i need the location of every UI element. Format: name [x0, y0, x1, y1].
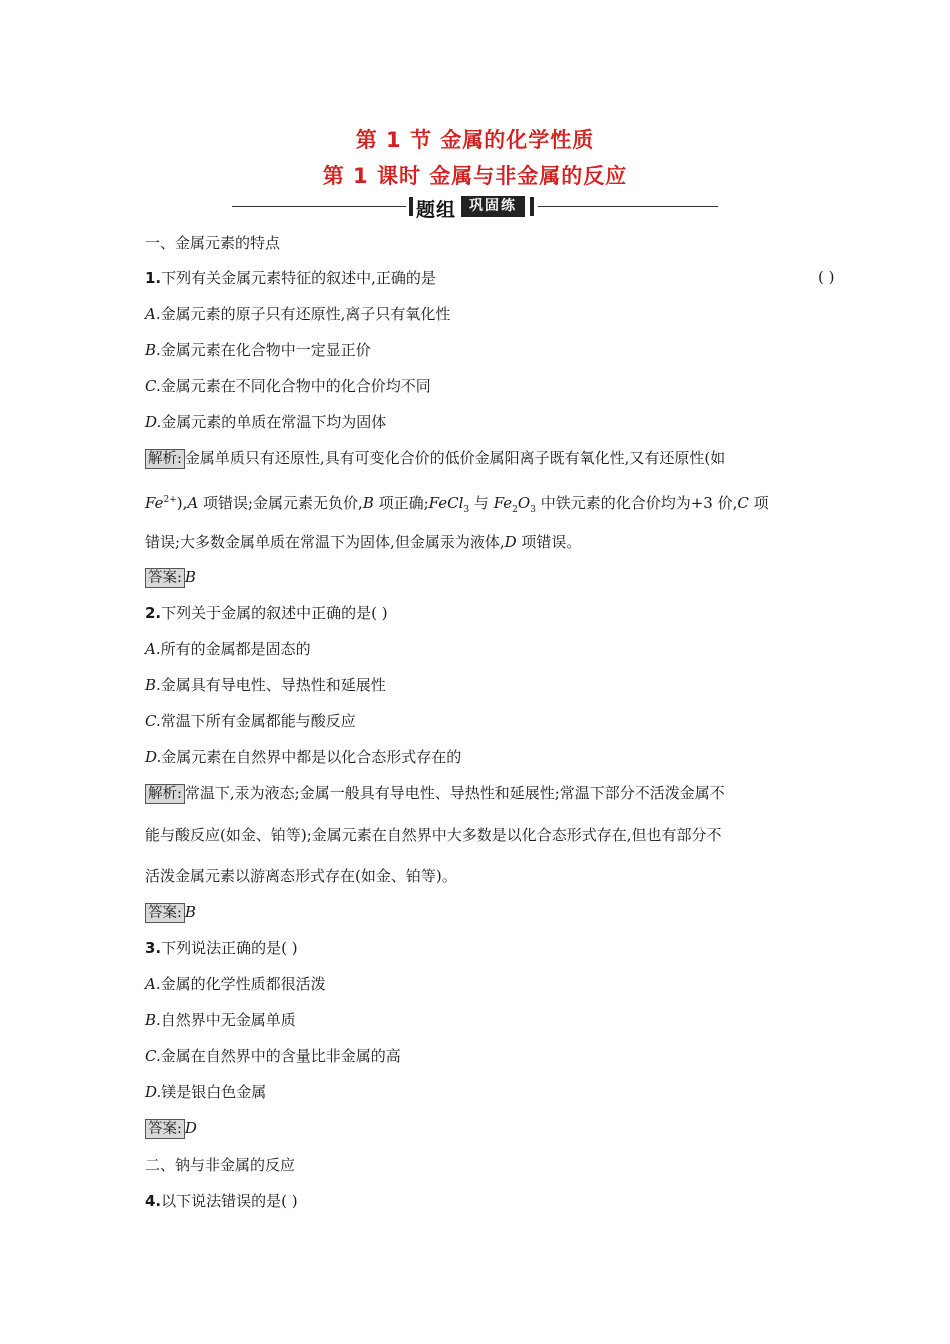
section-heading: 二、钠与非金属的反应 — [145, 1156, 296, 1174]
exercise-banner — [232, 194, 718, 220]
analysis-line-2: $Fe^{2+}),A$ 项错误;金属元素无负价,B 项正确;FeCl$_3$ 与 $Fe_2O_3$ 中铁元素的化合价均为+3 价,C 项 — [145, 494, 769, 515]
analysis: 解析: 金属单质只有还原性,具有可变化合价的低价金属阳离子既有氧化性,又有还原性(如 — [145, 448, 725, 469]
analysis-tag: 解析: — [145, 449, 185, 469]
question-stem: 下列关于金属的叙述中正确的是( ) — [161, 604, 388, 622]
analysis-line-3: 活泼金属元素以游离态形式存在(如金、铂等)。 — [145, 867, 457, 885]
question-number: 2. — [145, 604, 162, 622]
answer-tag: 答案: — [145, 1119, 185, 1139]
answer — [145, 567, 196, 588]
option-b: B.金属具有导电性、导热性和延展性 — [145, 676, 386, 694]
answer-tag: 答案: — [145, 903, 185, 923]
banner-badge: 巩固练 — [461, 196, 525, 217]
answer-value: B — [184, 568, 196, 586]
analysis-line-2: 能与酸反应(如金、铂等);金属元素在自然界中大多数是以化合态形式存在,但也有部分不 — [145, 826, 722, 844]
option-b: B.金属元素在化合物中一定显正价 — [145, 341, 371, 359]
option-d: D.金属元素在自然界中都是以化合态形式存在的 — [145, 748, 462, 766]
answer-value: B — [184, 903, 196, 921]
option-c: C.常温下所有金属都能与酸反应 — [145, 712, 356, 730]
question-number: 1. — [145, 269, 162, 287]
answer-paren: ( ) — [818, 268, 835, 286]
option-a: A.金属元素的原子只有还原性,离子只有氧化性 — [145, 305, 451, 323]
option-d: D.金属元素的单质在常温下均为固体 — [145, 413, 387, 431]
question-2 — [145, 603, 388, 623]
banner-bar-right — [530, 197, 534, 216]
option-c: C.金属元素在不同化合物中的化合价均不同 — [145, 377, 431, 395]
option-a: A.所有的金属都是固态的 — [145, 640, 311, 658]
question-stem: 以下说法错误的是( ) — [161, 1192, 298, 1210]
question-number: 3. — [145, 939, 162, 957]
analysis: 解析: 常温下,汞为液态;金属一般具有导电性、导热性和延展性;常温下部分不活泼金属不 — [145, 783, 725, 804]
question-1 — [145, 268, 436, 288]
banner-rule-right — [538, 206, 718, 207]
option-c: C.金属在自然界中的含量比非金属的高 — [145, 1047, 401, 1065]
analysis-tag: 解析: — [145, 784, 185, 804]
answer — [145, 902, 196, 923]
section-title: 第 1 节 金属的化学性质 — [355, 128, 595, 152]
analysis-line-3: 错误;大多数金属单质在常温下为固体,但金属汞为液体,D 项错误。 — [145, 533, 582, 551]
banner-label: 题组 — [416, 199, 457, 221]
question-stem: 下列说法正确的是( ) — [161, 939, 298, 957]
answer — [145, 1118, 197, 1139]
banner-bar-left — [409, 197, 413, 216]
option-d: D.镁是银白色金属 — [145, 1083, 267, 1101]
question-4 — [145, 1191, 298, 1211]
banner-rule-left — [232, 206, 406, 207]
question-3 — [145, 938, 298, 958]
question-stem: 下列有关金属元素特征的叙述中,正确的是 — [161, 269, 436, 287]
section-heading: 一、金属元素的特点 — [145, 234, 281, 252]
question-number: 4. — [145, 1192, 162, 1210]
option-b: B.自然界中无金属单质 — [145, 1011, 296, 1029]
answer-tag: 答案: — [145, 568, 185, 588]
option-a: A.金属的化学性质都很活泼 — [145, 975, 326, 993]
answer-value: D — [184, 1119, 197, 1137]
lesson-title: 第 1 课时 金属与非金属的反应 — [322, 164, 628, 188]
